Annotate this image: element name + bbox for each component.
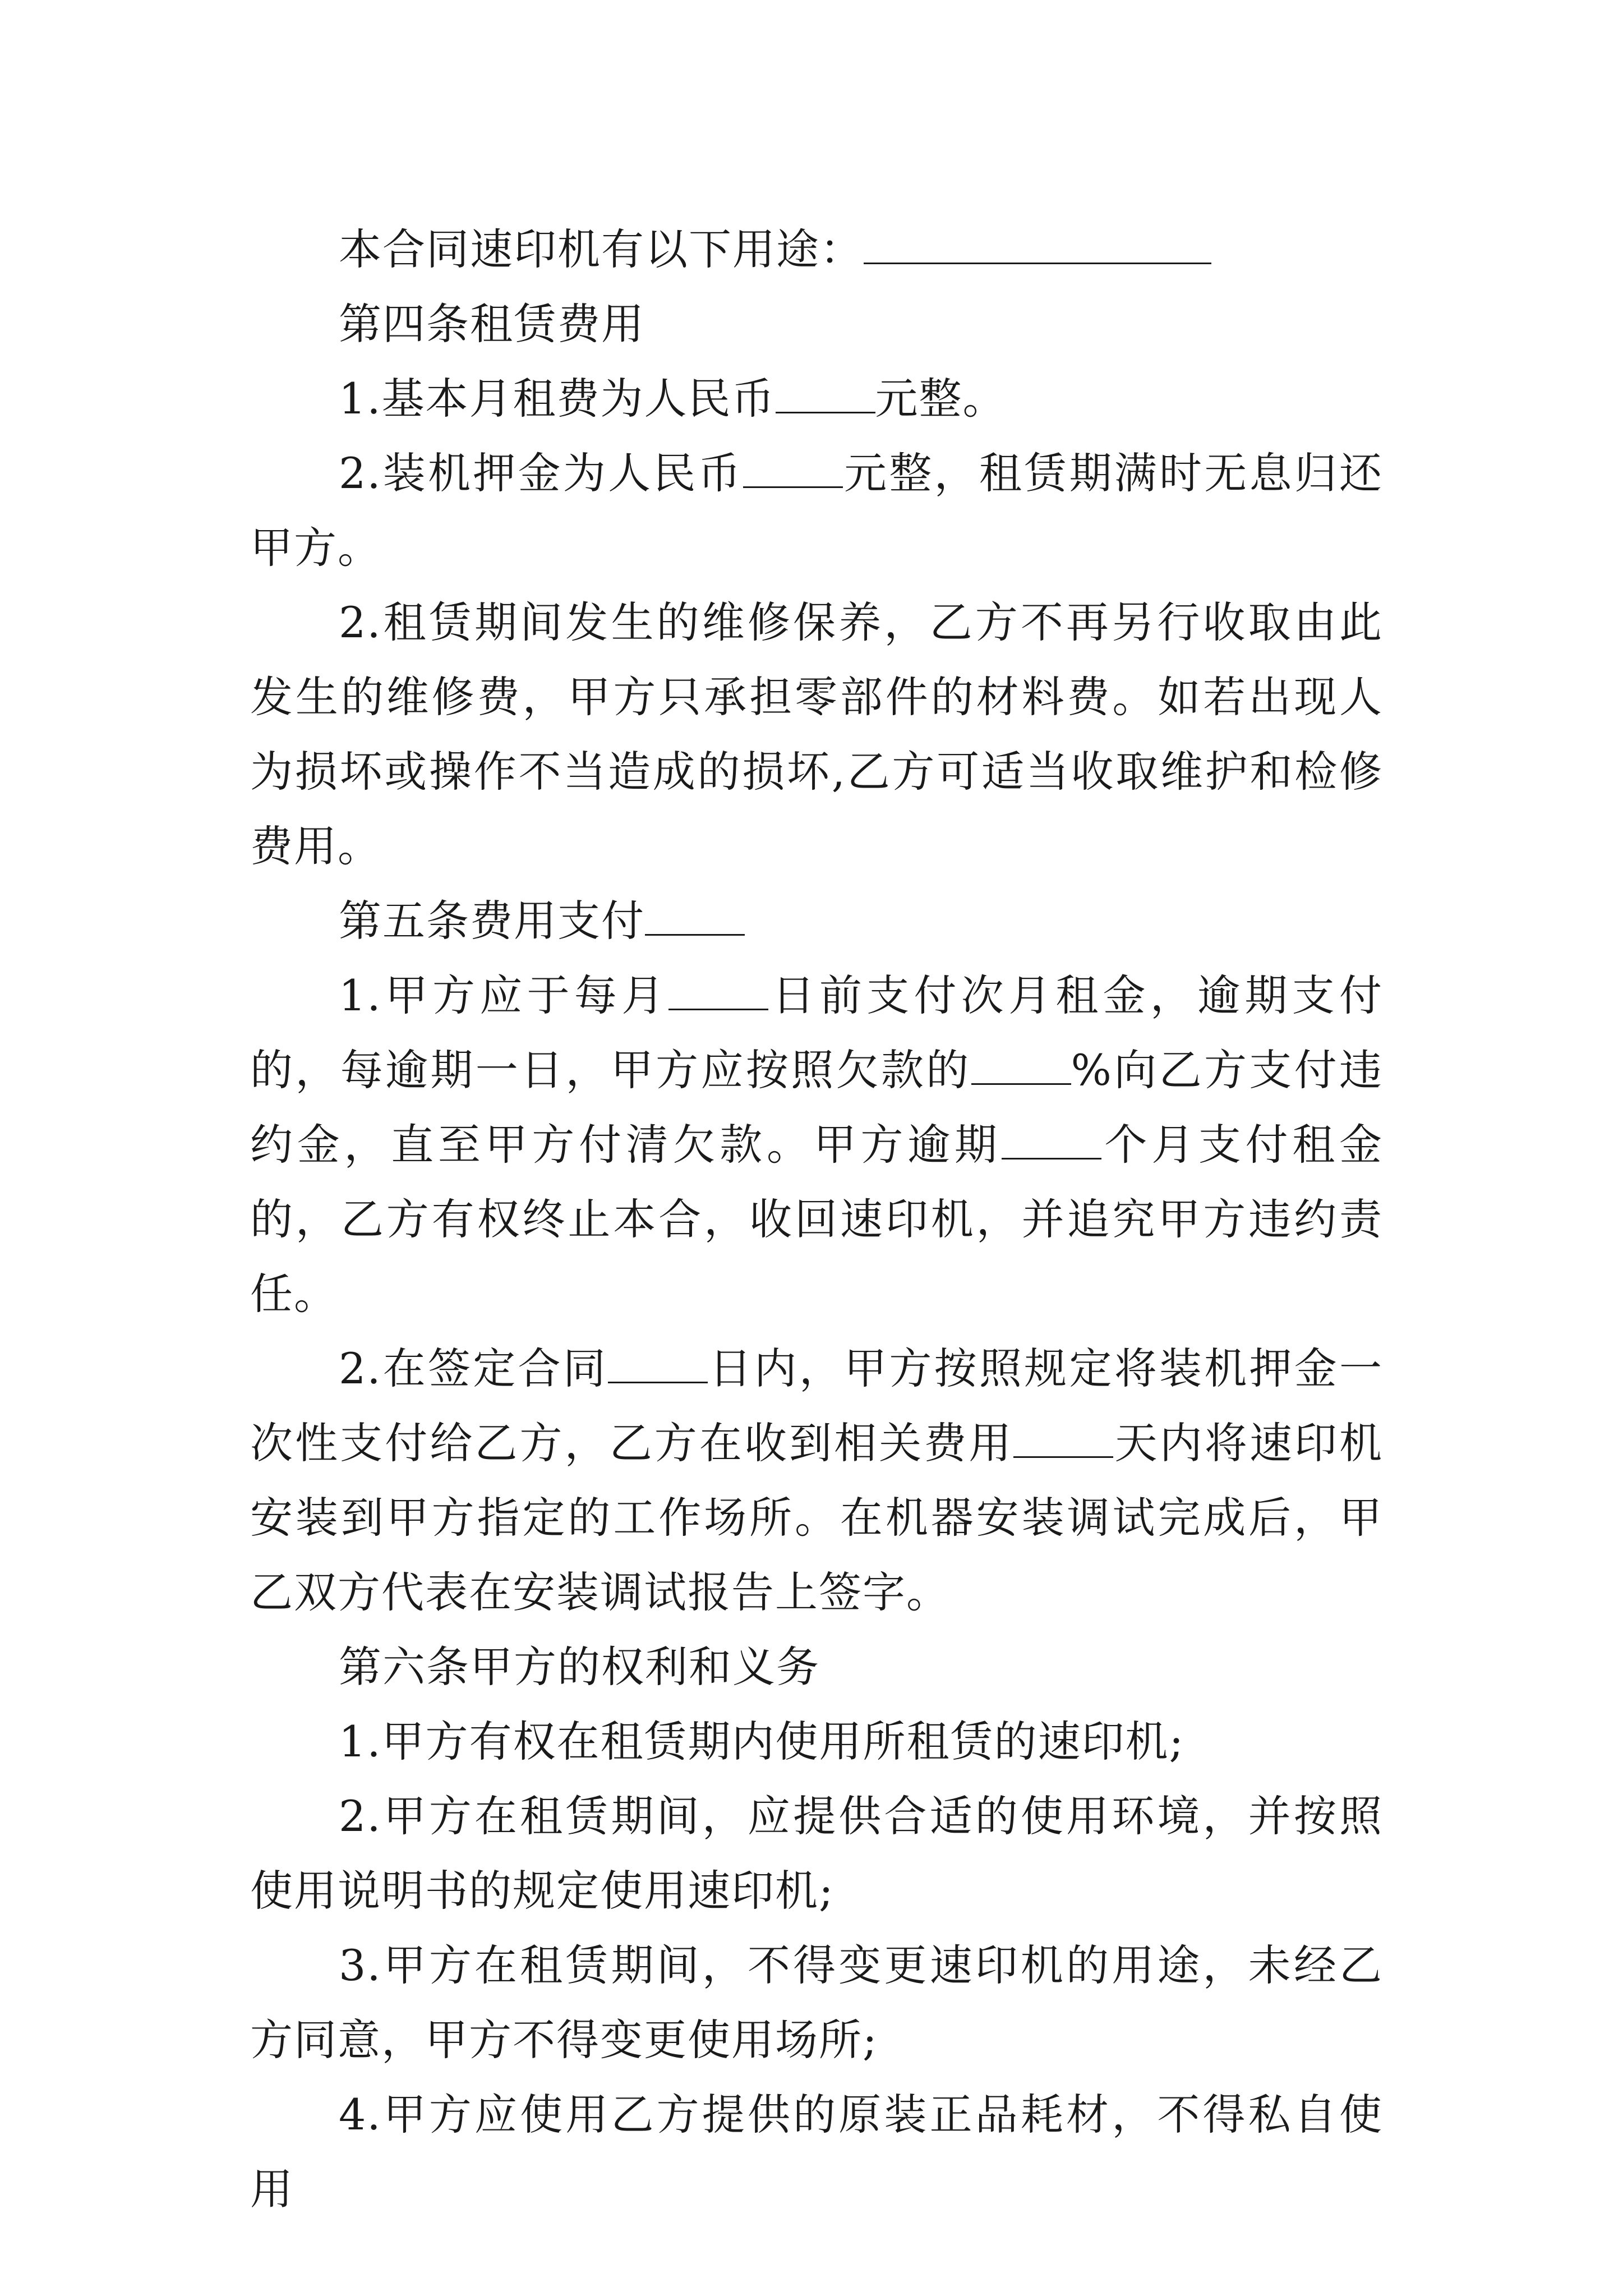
- paragraph-payment-terms: [250, 958, 1383, 1331]
- section-heading-6: 第六条甲方的权利和义务: [339, 1642, 820, 1692]
- paragraph-text: 1.基本月租费为人民币: [339, 374, 776, 424]
- fill-blank: [864, 223, 1211, 264]
- paragraph-text: 日前支付次月租金，逾期支付的，每逾期一日，甲方应按照欠款的: [250, 970, 1384, 1095]
- paragraph-text: 元整，租赁期满时无息归还甲方。: [250, 448, 1384, 573]
- paragraph-right-4: 4.甲方应使用乙方提供的原装正品耗材，不得私自使用: [250, 2090, 1383, 2214]
- paragraph-deposit: [250, 436, 1383, 585]
- fill-blank: [645, 895, 745, 936]
- paragraph-right-3: 3.甲方在租赁期间，不得变更速印机的用途，未经乙方同意，甲方不得变更使用场所;: [250, 1940, 1383, 2065]
- fill-blank: [668, 969, 768, 1010]
- paragraph-text: 1.甲方应于每月: [339, 970, 669, 1020]
- paragraph-installation: [250, 1331, 1383, 1630]
- paragraph-text: 2.装机押金为人民币: [339, 448, 743, 498]
- paragraph-text: %向乙方支付违约金，直至甲方付清欠款。甲方逾期: [250, 1045, 1384, 1170]
- paragraph-monthly-fee: [250, 361, 1383, 436]
- paragraph-right-2: 2.甲方在租赁期间，应提供合适的使用环境，并按照使用说明书的规定使用速印机;: [250, 1791, 1383, 1916]
- fill-blank: [776, 372, 875, 413]
- paragraph-usage: [250, 212, 1383, 287]
- paragraph-text: 2.在签定合同: [339, 1343, 608, 1393]
- section-heading-5: [250, 884, 1383, 958]
- paragraph-text: 日内，甲方按照规定将装机押金一次性支付给乙方，乙方在收到相关费用: [250, 1343, 1384, 1468]
- fill-blank: [608, 1342, 708, 1383]
- fill-blank: [971, 1044, 1071, 1085]
- paragraph-right-1: 1.甲方有权在租赁期内使用所租赁的速印机;: [339, 1717, 1185, 1766]
- paragraph-text: 元整。: [875, 374, 1007, 424]
- contract-body: [250, 212, 1383, 2226]
- fill-blank: [743, 447, 843, 488]
- fill-blank: [1002, 1119, 1101, 1159]
- fill-blank: [1013, 1417, 1113, 1458]
- paragraph-maintenance: 2.租赁期间发生的维修保养，乙方不再另行收取由此发生的维修费，甲方只承担零部件的材料费。如若出现人为损坏或操作不当造成的损坏,乙方可适当收取维护和检修费用。: [250, 597, 1383, 871]
- paragraph-text: 本合同速印机有以下用途：: [339, 224, 864, 274]
- paragraph-text: 个月支付租金的，乙方有权终止本合，收回速印机，并追究甲方违约责任。: [250, 1120, 1384, 1319]
- paragraph-text: 天内将速印机安装到甲方指定的工作场所。在机器安装调试完成后，甲乙双方代表在安装调试报告上签字。: [250, 1418, 1384, 1617]
- section-heading-4: 第四条租赁费用: [339, 299, 645, 349]
- paragraph-text: 第五条费用支付: [339, 896, 645, 946]
